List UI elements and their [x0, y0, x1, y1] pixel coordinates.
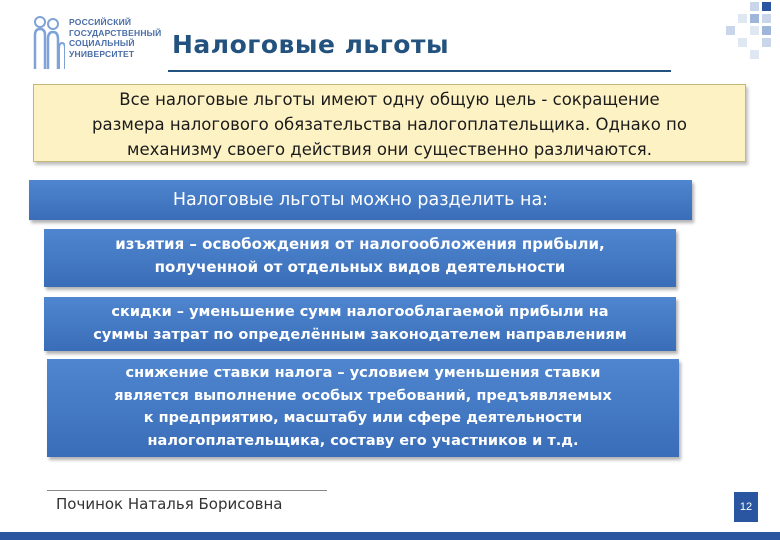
logo-line: СОЦИАЛЬНЫЙ	[69, 38, 135, 48]
title-underline	[168, 70, 671, 72]
author-name: Починок Наталья Борисовна	[56, 495, 283, 513]
author-divider	[47, 490, 327, 491]
item-box-rate-reduction	[47, 359, 679, 457]
item-line: полученной от отдельных видов деятельности	[154, 258, 566, 276]
item-line: снижение ставки налога – условием уменьшения ставки	[125, 365, 601, 381]
decorative-squares	[690, 0, 780, 90]
intro-line: механизму своего действия они существенно различаются.	[127, 140, 652, 159]
item-box-exemptions	[44, 229, 676, 287]
university-logo	[33, 15, 163, 75]
intro-line: Все налоговые льготы имеют одну общую цель - сокращение	[119, 90, 660, 109]
logo-line: УНИВЕРСИТЕТ	[69, 48, 135, 59]
bottom-bar	[0, 532, 780, 540]
item-line: скидки – уменьшение сумм налогооблагаемой прибыли на	[111, 304, 609, 320]
subheading-box: Налоговые льготы можно разделить на:	[29, 180, 692, 220]
intro-textbox	[33, 84, 746, 162]
intro-line: размера налогового обязательства налогоплательщика. Однако по	[92, 115, 687, 134]
logo-line: ГОСУДАРСТВЕННЫЙ	[69, 27, 162, 38]
people-logo-icon	[33, 15, 65, 71]
item-line: налогоплательщика, составу его участников и т.д.	[147, 432, 579, 449]
item-line: является выполнение особых требований, предъявляемых	[114, 387, 612, 404]
item-line: изъятия – освобождения от налогообложения прибыли,	[115, 235, 605, 253]
item-line: к предприятию, масштабу или сфере деятельности	[143, 410, 583, 426]
logo-line: РОССИЙСКИЙ	[69, 17, 132, 27]
page-number: 12	[734, 492, 758, 522]
item-box-deductions	[44, 297, 676, 351]
logo-text	[69, 17, 162, 59]
slide-title: Налоговые льготы	[172, 30, 450, 59]
item-line: суммы затрат по определённым законодателем направлениям	[93, 327, 627, 343]
